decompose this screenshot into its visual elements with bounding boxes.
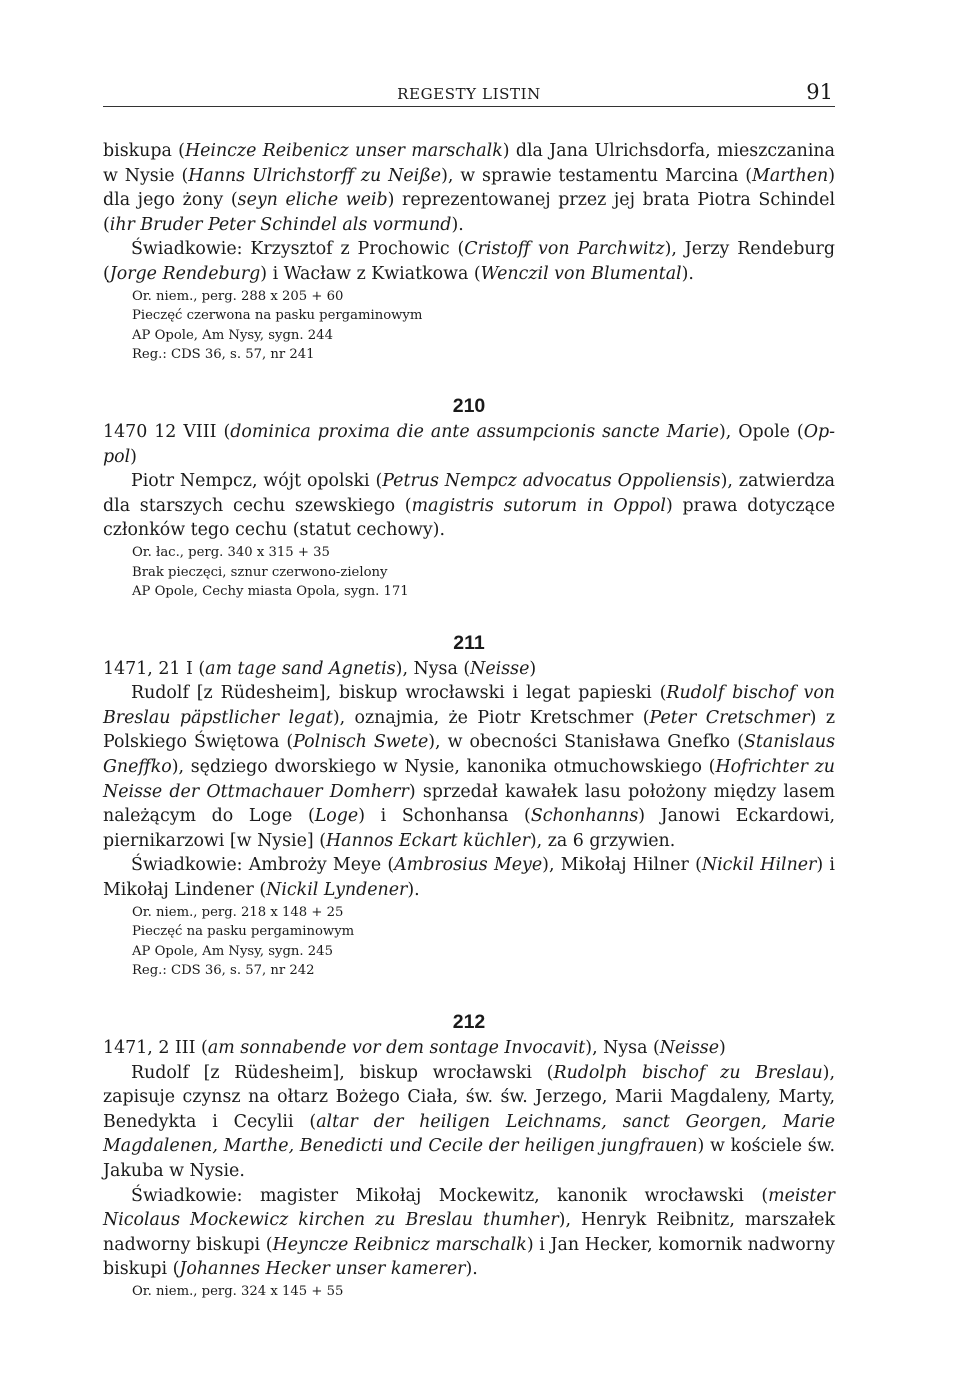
quoted-original-text: Polnisch Swete [293, 732, 429, 753]
text-segment: 1471, 21 I ( [103, 658, 206, 679]
document-page [103, 78, 835, 1302]
text-segment: ) i Wacław z Kwiatkowa ( [260, 263, 481, 284]
entry-212 [103, 1010, 835, 1302]
text-segment: ), Jerzy Rendeburg ( [103, 239, 835, 284]
text-segment: Świadkowie: Ambroży Meye ( [131, 855, 395, 876]
entry-meta [103, 543, 835, 602]
quoted-original-text: Jorge Rendeburg [109, 263, 261, 284]
meta-line: AP Opole, Am Nysy, sygn. 245 [132, 943, 333, 959]
continued-entry [103, 139, 835, 365]
meta-line: AP Opole, Am Nysy, sygn. 244 [132, 327, 333, 343]
meta-line: Pieczęć czerwona na pasku pergaminowym [132, 308, 423, 324]
entry-210 [103, 394, 835, 602]
meta-line: Or. niem., perg. 288 x 205 + 60 [132, 288, 344, 304]
text-segment: ) i Jan Hecker, komornik nadworny biskupi ( [103, 1234, 835, 1280]
quoted-original-text: seyn eliche weib [237, 190, 388, 211]
text-segment: 1470 12 VIII ( [103, 421, 231, 442]
quoted-original-text: Johannes Hecker unser kamerer [179, 1259, 466, 1280]
page-header [103, 78, 835, 107]
entry-number: 212 [452, 1011, 486, 1033]
text-segment: Rudolf [z Rüdesheim], biskup wrocławski i legat papieski ( [131, 683, 667, 704]
entry-heading [103, 657, 835, 682]
text-segment: ), oznajmia, że Piotr Kretschmer ( [332, 707, 650, 728]
quoted-original-text: meister Nicolaus Mockewicz kirchen zu Breslau thumher [103, 1185, 835, 1231]
entry-paragraph [103, 469, 835, 543]
quoted-original-text: am tage sand Agnetis [205, 658, 396, 679]
text-segment: ), za 6 grzywien. [529, 830, 676, 851]
page-number: 91 [806, 80, 833, 104]
text-segment: ) [130, 446, 137, 467]
entry-heading [103, 420, 835, 469]
meta-line: Or. niem., perg. 324 x 145 + 55 [132, 1283, 344, 1299]
text-segment: ). [465, 1259, 478, 1280]
quoted-original-text: Schonhanns [530, 806, 639, 827]
quoted-original-text: Nickil Hilner [701, 855, 817, 876]
text-segment: ). [451, 214, 464, 235]
meta-line: AP Opole, Cechy miasta Opola, sygn. 171 [132, 584, 409, 600]
meta-line: Reg.: CDS 36, s. 57, nr 242 [132, 963, 315, 979]
text-segment: ), sędziego dworskiego w Nysie, kanonika otmuchowskiego ( [171, 757, 716, 778]
text-segment: ) Janowi Eckardowi, piernikarzowi [w Nysie] ( [103, 806, 835, 851]
meta-line: Or. łac., perg. 340 x 315 + 35 [132, 544, 330, 560]
text-segment: ), w sprawie testamentu Marcina ( [441, 165, 753, 186]
running-title: REGESTY LISTIN [397, 85, 541, 103]
meta-line: Or. niem., perg. 218 x 148 + 25 [132, 904, 344, 920]
entry-heading [103, 1036, 835, 1061]
entry-211 [103, 631, 835, 981]
text-segment: ), Nysa ( [585, 1038, 660, 1058]
quoted-original-text: Rudolph bischof zu Breslau [553, 1062, 823, 1083]
quoted-original-text: Loge [314, 806, 359, 827]
text-segment: ) [529, 658, 537, 679]
text-segment: biskupa ( [103, 141, 185, 161]
quoted-original-text: magistris sutorum in Oppol [411, 495, 666, 516]
quoted-original-text: Stanislaus Gneffko [103, 732, 835, 778]
quoted-original-text: Neisse [470, 658, 530, 679]
text-segment: ) dla jego żony ( [103, 165, 835, 211]
quoted-original-text: altar der heiligen Leichnams, sanct Georgen, Marie Magdalenen, Marthe, Benedicti und Cecile der heiligen jungfrauen [103, 1111, 835, 1157]
text-segment: ), Henryk Reibnitz, marszałek nadworny biskupi ( [103, 1210, 835, 1255]
entry-number: 210 [452, 394, 486, 417]
text-segment: ), w obecności Stanisława Gnefko ( [428, 732, 744, 753]
entry-meta [103, 287, 835, 365]
entry-paragraph [103, 1061, 835, 1184]
quoted-original-text: Ambrosius Meye [394, 855, 543, 876]
quoted-original-text: Petrus Nempcz advocatus Oppoliensis [382, 471, 721, 492]
quoted-original-text: Wenczil von Blumental [480, 263, 682, 284]
quoted-original-text: dominica proxima die ante assumpcionis sancte Marie [230, 421, 719, 442]
quoted-original-text: Hanns Ulrichstorff zu Neiße [188, 165, 442, 186]
quoted-original-text: Heincze Reibenicz unser marschalk [184, 141, 503, 161]
text-segment: ) w kościele św. Jakuba w Nysie. [103, 1136, 835, 1181]
quoted-original-text: am sonnabende vor dem sontage Invocavit [207, 1038, 586, 1058]
text-segment: Rudolf [z Rüdesheim], biskup wrocławski ( [131, 1062, 554, 1083]
quoted-original-text: Marthen [752, 165, 829, 186]
text-segment: ). [681, 263, 694, 284]
meta-line: Brak pieczęci, sznur czerwono-zielony [132, 564, 388, 580]
text-segment: ) z Polskiego Świętowa ( [103, 707, 835, 753]
document-body [103, 139, 835, 1302]
text-segment: ), zapisuje czynsz na ołtarz Bożego Ciała, św. św. Jerzego, Marii Magdaleny, Marty, Benedykta i Cecylii ( [103, 1062, 835, 1132]
quoted-original-text: Heyncze Reibnicz marschalk [272, 1234, 527, 1255]
witnesses-paragraph [103, 1184, 835, 1282]
text-segment: ), Opole ( [718, 421, 804, 442]
quoted-original-text: Hofrichter zu Neisse der Ottmachauer Domherr [103, 757, 836, 802]
meta-line: Reg.: CDS 36, s. 57, nr 241 [132, 347, 315, 363]
text-segment: ) i Mikołaj Lindener ( [103, 855, 835, 901]
text-segment: ) i Schonhansa ( [358, 806, 531, 827]
witnesses-paragraph [103, 237, 835, 286]
entry-meta [103, 1282, 835, 1302]
text-segment: ). [407, 880, 420, 901]
text-segment: ), Nysa ( [395, 658, 471, 679]
text-segment: Świadkowie: Krzysztof z Prochowic ( [131, 239, 465, 260]
entry-number: 211 [453, 631, 485, 654]
entry-meta [103, 903, 835, 981]
quoted-original-text: Neisse [659, 1038, 720, 1058]
quoted-original-text: Oppol [103, 421, 835, 467]
text-segment: ) [719, 1038, 726, 1058]
text-segment: Świadkowie: magister Mikołaj Mockewitz, kanonik wrocławski ( [131, 1185, 769, 1206]
text-segment: 1471, 2 III ( [103, 1038, 208, 1058]
text-segment: Piotr Nempcz, wójt opolski ( [131, 471, 383, 492]
quoted-original-text: Peter Cretschmer [649, 707, 810, 728]
text-segment: ) reprezentowanej przez jej brata Piotra Schindel ( [103, 190, 836, 235]
text-segment: ) prawa dotyczące członków tego cechu (statut cechowy). [103, 495, 835, 541]
quoted-original-text: Cristoff von Parchwitz [464, 239, 665, 260]
text-segment: ) sprzedał kawałek lasu położony między lasem należącym do Loge ( [103, 781, 835, 827]
quoted-original-text: Nickil Lyndener [266, 880, 408, 901]
witnesses-paragraph [103, 853, 835, 902]
text-segment: ), Mikołaj Hilner ( [542, 855, 702, 876]
meta-line: Pieczęć na pasku pergaminowym [132, 924, 355, 940]
entry-paragraph [103, 681, 835, 853]
quoted-original-text: Hannos Eckart küchler [326, 830, 530, 851]
quoted-original-text: Rudolf bischof von Breslau päpstlicher legat [103, 683, 835, 728]
text-segment: ) dla Jana Ulrichsdorfa, mieszczanina w Nysie ( [103, 141, 835, 186]
entry-paragraph [103, 139, 835, 237]
text-segment: ), zatwierdza dla starszych cechu szewskiego ( [103, 471, 836, 516]
quoted-original-text: ihr Bruder Peter Schindel als vormund [109, 214, 452, 235]
